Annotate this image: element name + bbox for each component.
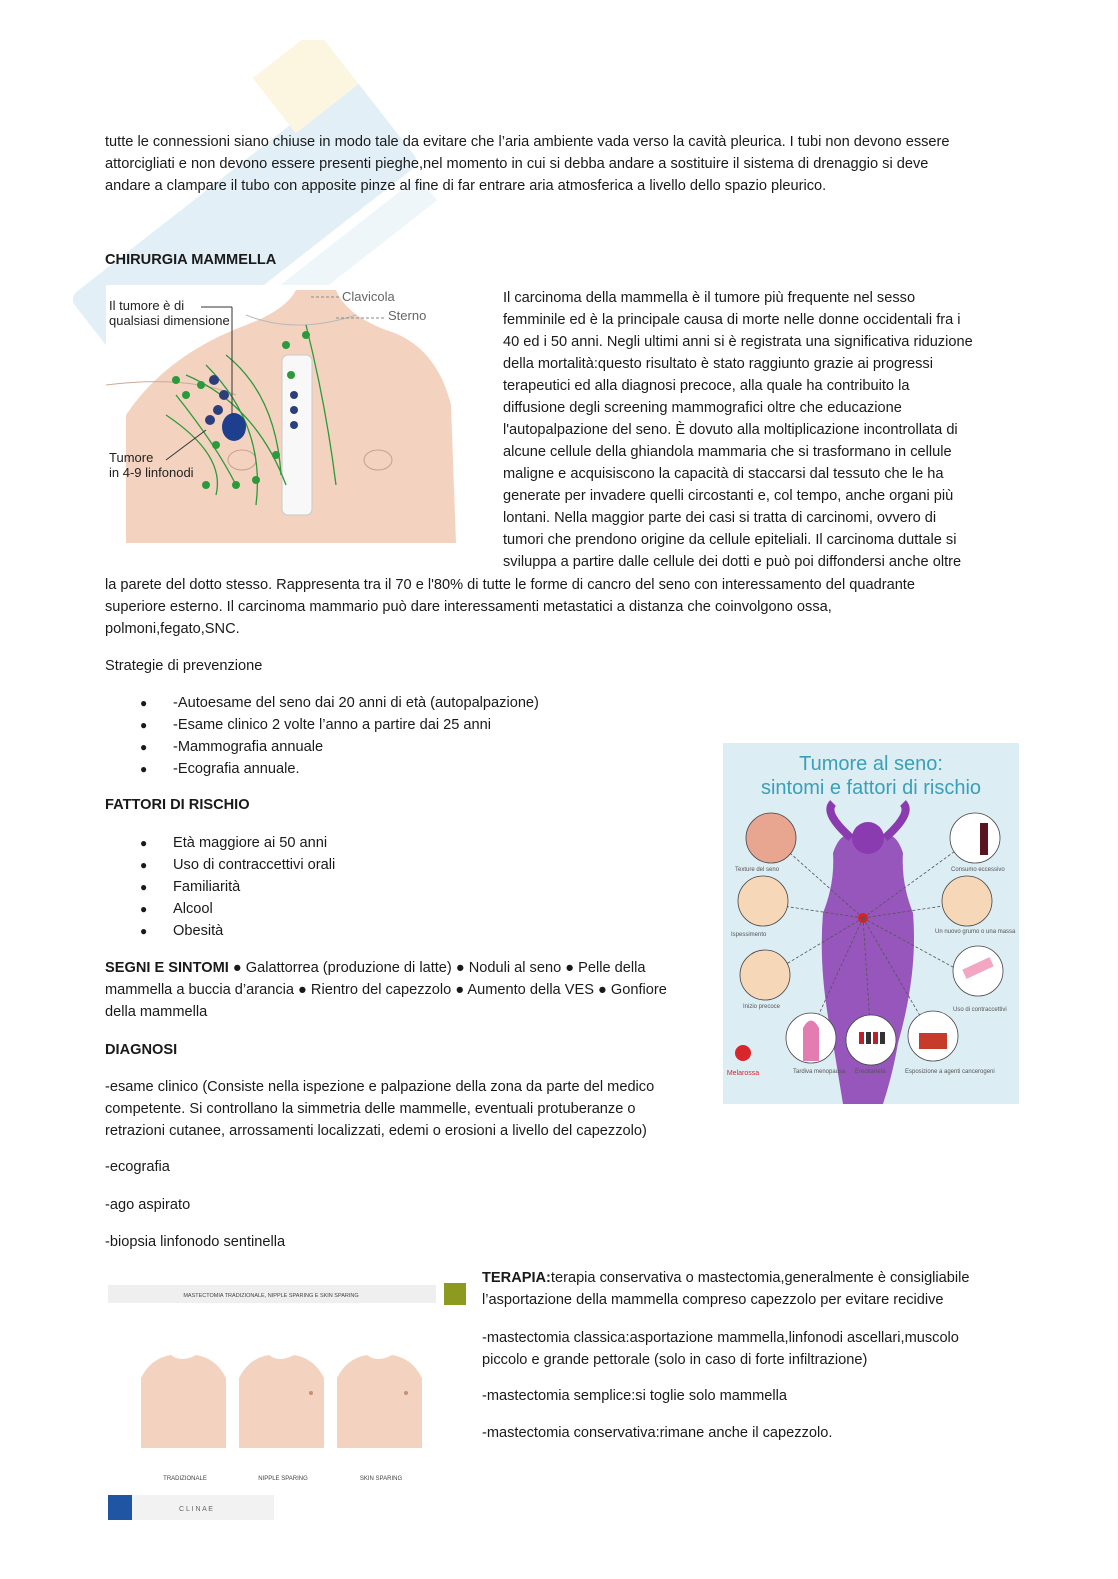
diagnosis-eco: -ecografia	[105, 1159, 170, 1175]
infographic-brand: Melarossa	[726, 1070, 760, 1077]
paragraph-line: polmoni,fegato,SNC.	[105, 621, 240, 637]
paragraph-line: femminile ed è la principale causa di morte nelle donne occidentali fra i	[503, 312, 961, 328]
prevention-title: Strategie di prevenzione	[105, 658, 263, 674]
intro-line: tutte le connessioni siano chiuse in modo tale da evitare che l’aria ambiente vada verso la cavità pleurica. I tubi non devono essere	[105, 134, 950, 150]
list-item: ● Obesità	[105, 920, 605, 942]
paragraph-line: 40 ed i 50 anni. Negli ultimi anni si è registrata una significativa riduzione	[503, 334, 973, 350]
intro-paragraph	[105, 131, 1005, 197]
paragraph-line: diffusione degli screening mammografici oltre che educazione	[503, 400, 902, 416]
therapy-paragraph	[482, 1267, 1012, 1311]
list-item: ● -Mammografia annuale	[105, 736, 705, 758]
infographic-label: Inizio precoce	[743, 1004, 781, 1010]
diagnosis-heading: DIAGNOSI	[105, 1042, 178, 1058]
prevention-list	[105, 692, 705, 780]
list-item: ● Alcool	[105, 898, 605, 920]
paragraph-line: terapeutici ed alla diagnosi precoce, alla quale ha contribuito la	[503, 378, 910, 394]
mastectomy-banner: MASTECTOMIA TRADIZIONALE, NIPPLE SPARING E SKIN SPARING	[183, 1293, 359, 1299]
label-sternum: Sterno	[388, 308, 427, 323]
label-tumor-line1: Il tumore è di	[109, 298, 185, 313]
signs-text: ● Galattorrea (produzione di latte) ● Noduli al seno ● Pelle della	[228, 960, 646, 976]
infographic-title-2: sintomi e fattori di rischio	[760, 777, 982, 799]
paragraph-line: della mortalità:questo risultato è stato raggiunto grazie ai progressi	[503, 356, 933, 372]
risk-list	[105, 832, 605, 942]
paragraph-line: tumori che prendono origine da cellule epiteliali. Il carcinoma duttale si	[503, 532, 957, 548]
infographic-label: Texture del seno	[735, 867, 780, 873]
diagnosis-line: -esame clinico (Consiste nella ispezione e palpazione della zona da parte del medico	[105, 1079, 655, 1095]
mastectomy-footer: C L I N A E	[179, 1506, 213, 1513]
signs-paragraph	[105, 957, 705, 1023]
list-item: ● -Autoesame del seno dai 20 anni di età (autopalpazione)	[105, 692, 705, 714]
paragraph-line: Il carcinoma della mammella è il tumore più frequente nel sesso	[503, 290, 916, 306]
therapy-text: piccolo e grande pettorale (solo in caso di forte infiltrazione)	[482, 1352, 868, 1368]
paragraph-line: superiore esterno. Il carcinoma mammario può dare interessamenti metastatici a distanza che coinvolgono ossa,	[105, 599, 832, 615]
label-tumor-line2: qualsiasi dimensione	[109, 313, 230, 328]
diagnosis-exam	[105, 1076, 705, 1142]
list-item: ● Uso di contraccettivi orali	[105, 854, 605, 876]
risk-heading: FATTORI DI RISCHIO	[105, 797, 250, 813]
list-item: ● Età maggiore ai 50 anni	[105, 832, 605, 854]
therapy-text: -mastectomia classica:asportazione mammella,linfonodi ascellari,muscolo	[482, 1330, 959, 1346]
mastectomy-figure	[106, 1283, 468, 1523]
intro-line: attorcigliati e non devono essere presenti pieghe,nel momento in cui si debba andare a sostituire il sistema di drenaggio si deve	[105, 156, 929, 172]
diagnosis-ago: -ago aspirato	[105, 1197, 191, 1213]
paragraph-line: maligne e acquisiscono la capacità di staccarsi dal tessuto che le ha	[503, 466, 944, 482]
carcinoma-paragraph-continued	[105, 574, 1015, 640]
infographic-label: Esposizione a agenti cancerogeni	[905, 1069, 995, 1075]
paragraph-line: la parete del dotto stesso. Rappresenta tra il 70 e l'80% di tutte le forme di cancro del seno con interessamento del quadrante	[105, 577, 915, 593]
list-item: ● Familiarità	[105, 876, 605, 898]
therapy-conservative: -mastectomia conservativa:rimane anche il capezzolo.	[482, 1425, 833, 1441]
paragraph-line: sviluppa a partire dalle cellule dei dotti e può poi diffondersi anche oltre	[503, 554, 962, 570]
infographic-label: Tardiva menopausa	[793, 1069, 846, 1075]
infographic-title-1: Tumore al seno:	[799, 753, 943, 775]
therapy-heading: TERAPIA:	[482, 1270, 551, 1286]
infographic-label: Ispessimento	[731, 932, 767, 938]
signs-text: della mammella	[105, 1004, 208, 1020]
infographic-label: Ereditarietà	[855, 1069, 886, 1075]
paragraph-line: lontani. Nella maggior parte dei casi si tratta di carcinomi, ovvero di	[503, 510, 937, 526]
paragraph-line: generate per invadere quelli circostanti e, col tempo, anche organi più	[503, 488, 954, 504]
therapy-simple: -mastectomia semplice:si toglie solo mammella	[482, 1388, 787, 1404]
infographic-label: Consumo eccessivo	[951, 867, 1005, 873]
infographic-label: Un nuovo grumo o una massa	[935, 929, 1016, 935]
breast-lymph-figure	[106, 285, 486, 543]
label-nodes-line1: Tumore	[109, 450, 154, 465]
infographic-risk-factors	[723, 743, 1019, 1104]
list-item: ● -Esame clinico 2 volte l’anno a partire dai 25 anni	[105, 714, 705, 736]
diagnosis-line: retrazioni cutanee, arrossamenti localizzati, edemi o erosioni a livello del capezzolo)	[105, 1123, 647, 1139]
label-nodes-line2: in 4-9 linfonodi	[109, 465, 194, 480]
signs-text: mammella a buccia d’arancia ● Rientro del capezzolo ● Aumento della VES ● Gonfiore	[105, 982, 667, 998]
section-heading: CHIRURGIA MAMMELLA	[105, 252, 277, 268]
mastectomy-label: SKIN SPARING	[359, 1476, 403, 1482]
therapy-text: terapia conservativa o mastectomia,generalmente è consigliabile	[550, 1270, 970, 1286]
mastectomy-label: NIPPLE SPARING	[258, 1476, 308, 1482]
therapy-classic	[482, 1327, 1012, 1371]
carcinoma-paragraph	[503, 287, 1013, 573]
diagnosis-biopsia: -biopsia linfonodo sentinella	[105, 1234, 286, 1250]
list-item: ● -Ecografia annuale.	[105, 758, 705, 780]
signs-heading: SEGNI E SINTOMI	[105, 960, 229, 976]
paragraph-line: l'autopalpazione del seno. È dovuto alla moltiplicazione incontrollata di	[503, 422, 958, 438]
intro-line: andare a clampare il tubo con apposite pinze al fine di far entrare aria atmosferica a livello dello spazio pleurico.	[105, 178, 827, 194]
therapy-text: l’asportazione della mammella compreso capezzolo per evitare recidive	[482, 1292, 944, 1308]
label-clavicle: Clavicola	[342, 289, 395, 304]
diagnosis-line: competente. Si controllano la simmetria delle mammelle, eventuali protuberanze o	[105, 1101, 636, 1117]
paragraph-line: alcune cellule della ghiandola mammaria che si trasformano in cellule	[503, 444, 952, 460]
infographic-label: Uso di contraccettivi	[953, 1007, 1007, 1013]
mastectomy-label: TRADIZIONALE	[163, 1476, 207, 1482]
